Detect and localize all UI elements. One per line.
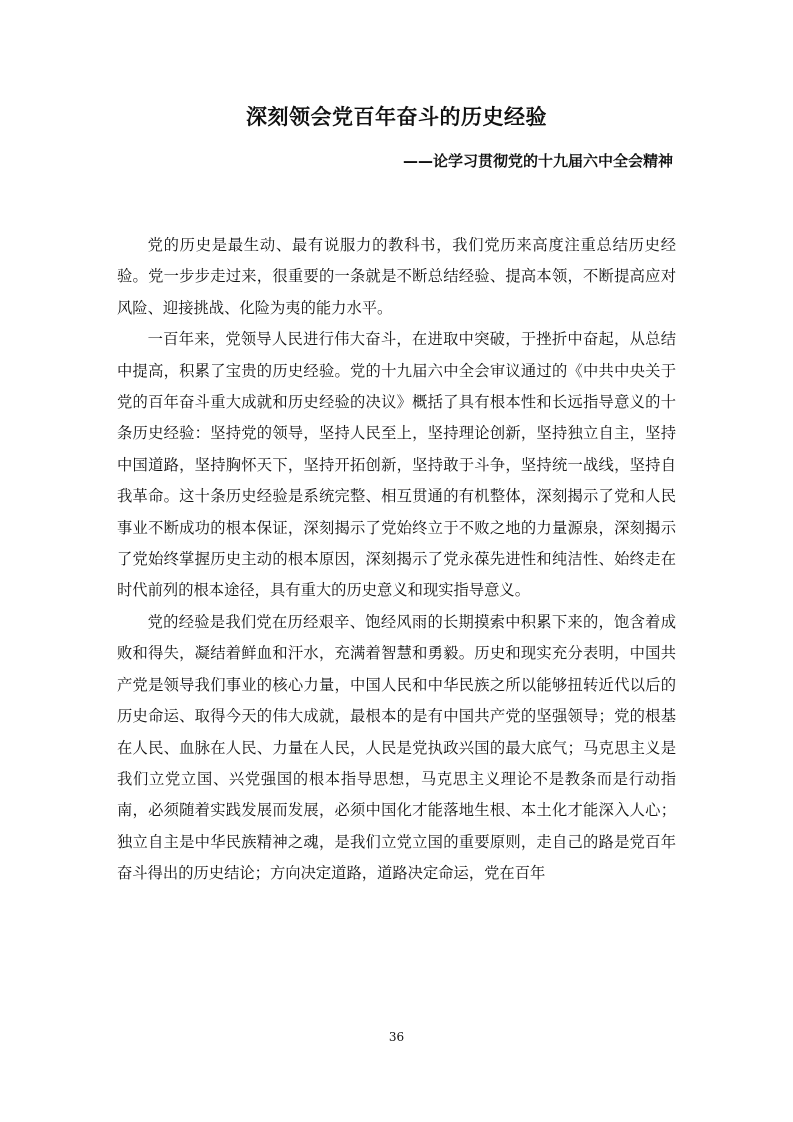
paragraph: 党的历史是最生动、最有说服力的教科书，我们党历来高度注重总结历史经验。党一步步走过来，很重要的一条就是不断总结经验、提高本领，不断提高应对风险、迎接挑战、化险为夷的能力水平。 [117, 236, 676, 317]
page-subtitle: ——论学习贯彻党的十九届六中全会精神 [402, 152, 673, 170]
page-title: 深刻领会党百年奋斗的历史经验 [246, 105, 547, 129]
paragraph: 一百年来，党领导人民进行伟大奋斗，在进取中突破，于挫折中奋起，从总结中提高，积累了宝贵的历史经验。党的十九届六中全会审议通过的《中共中央关于党的百年奋斗重大成就和历史经验的决议》概括了具有根本性和长远指导意义的十条历史经验：坚持党的领导，坚持人民至上，坚持理论创新，坚持独立自主，坚持中国道路，坚持胸怀天下，坚持开拓创新，坚持敢于斗争，坚持统一战线，坚持自我革命。这十条历史经验是系统完整、相互贯通的有机整体，深刻揭示了党和人民事业不断成功的根本保证，深刻揭示了党始终立于不败之地的力量源泉，深刻揭示了党始终掌握历史主动的根本原因，深刻揭示了党永葆先进性和纯洁性、始终走在时代前列的根本途径，具有重大的历史意义和现实指导意义。 [117, 330, 676, 600]
paragraph: 党的经验是我们党在历经艰辛、饱经风雨的长期摸索中积累下来的，饱含着成败和得失，凝结着鲜血和汗水，充满着智慧和勇毅。历史和现实充分表明，中国共产党是领导我们事业的核心力量，中国人民和中华民族之所以能够扭转近代以后的历史命运、取得今天的伟大成就，最根本的是有中国共产党的坚强领导；党的根基在人民、血脉在人民、力量在人民，人民是党执政兴国的最大底气；马克思主义是我们立党立国、兴党强国的根本指导思想，马克思主义理论不是教条而是行动指南，必须随着实践发展而发展，必须中国化才能落地生根、本土化才能深入人心；独立自主是中华民族精神之魂，是我们立党立国的重要原则，走自己的路是党百年奋斗得出的历史结论；方向决定道路，道路决定命运，党在百年 [117, 612, 676, 883]
article-body [117, 230, 676, 890]
page-number: 36 [388, 1030, 405, 1044]
